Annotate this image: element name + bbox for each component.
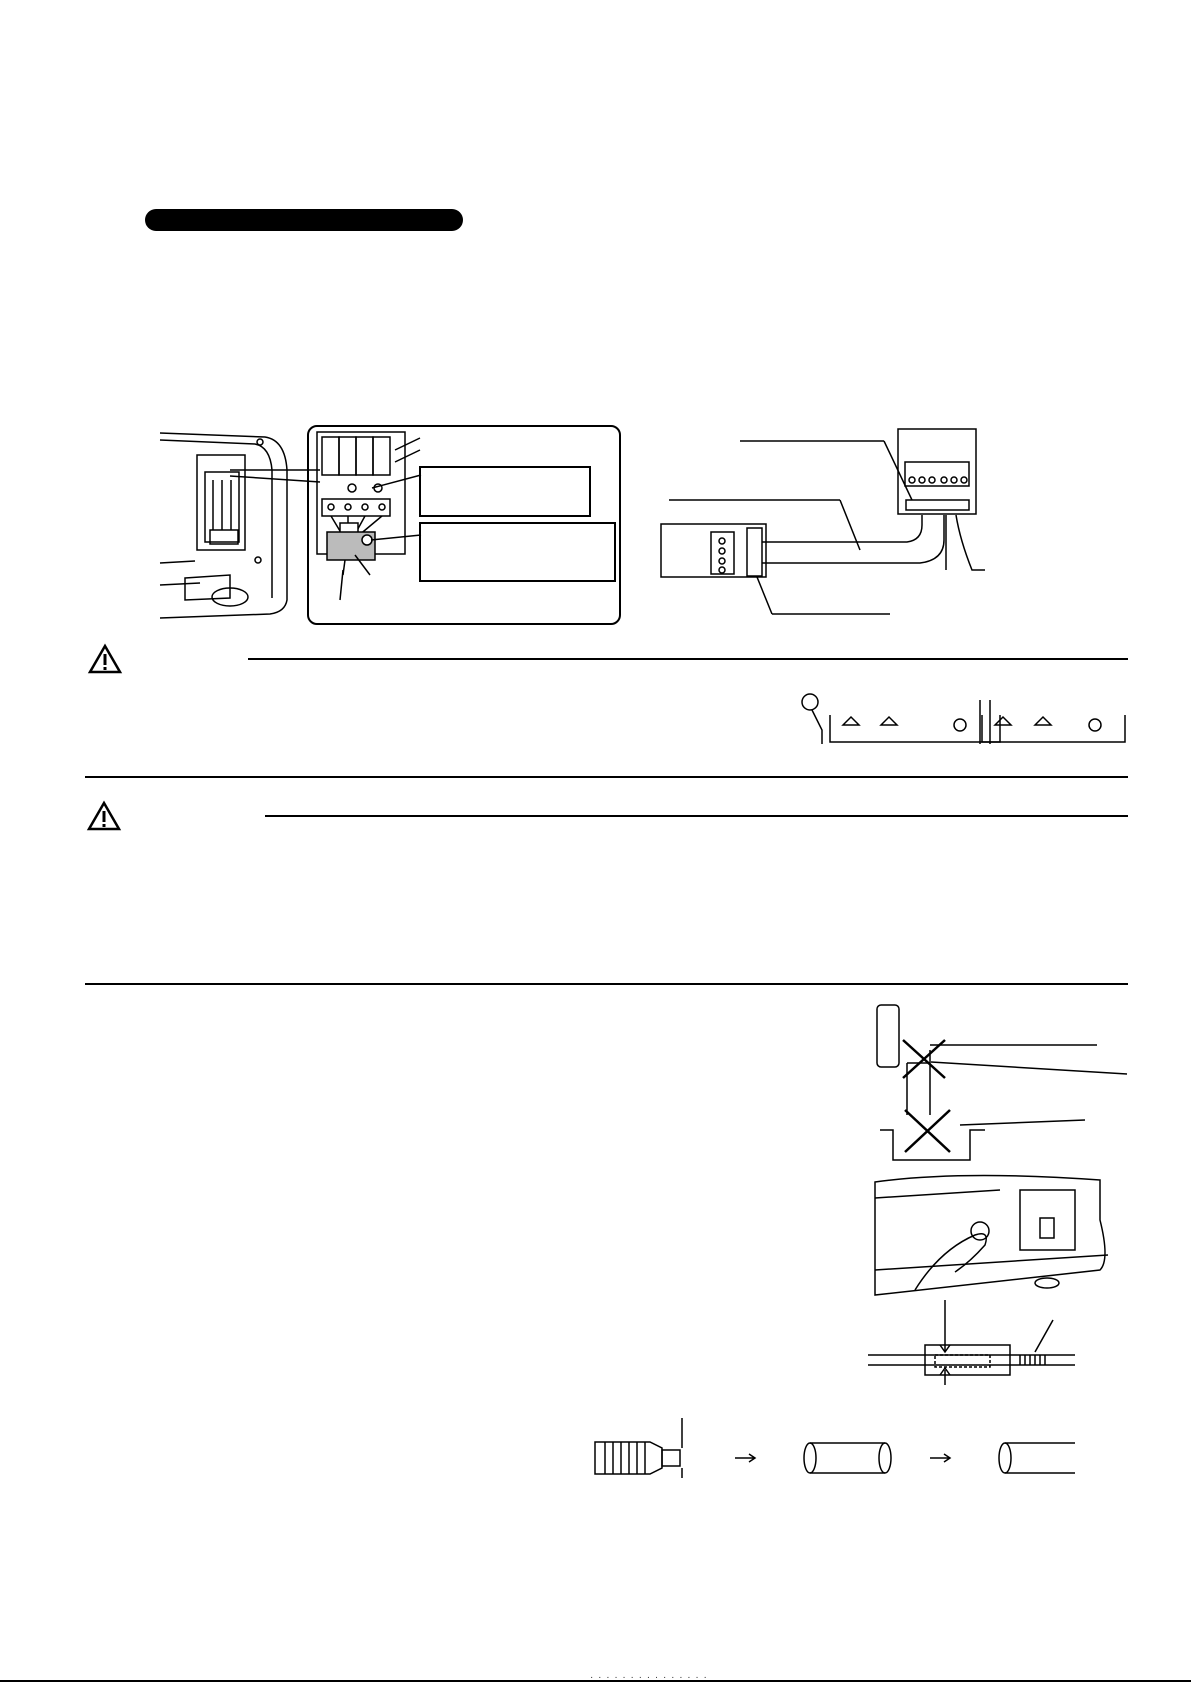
caution-1-rule [248,658,1128,660]
connection-diagram [661,429,985,614]
pipe-joint-sketch [868,1300,1075,1385]
warning-triangle-icon-2 [86,800,122,832]
panel-lift-sketch [875,1175,1108,1295]
caution-2-rule [265,815,1128,817]
warning-triangle-icon [87,643,123,675]
terminal-block-detail [317,432,421,600]
drain-incorrect-sketch [877,1005,1127,1160]
arrow-right-icon [735,1454,755,1462]
footer-text: · · · · · · · · · · · · · · · [590,1672,708,1683]
wire-end-sketches [802,694,1125,744]
caution-2-bottom-rule [85,983,1128,985]
indoor-unit-sketch [160,433,320,618]
hose-sequence-sketch [595,1418,1075,1478]
caution-1-bottom-rule [85,776,1128,778]
